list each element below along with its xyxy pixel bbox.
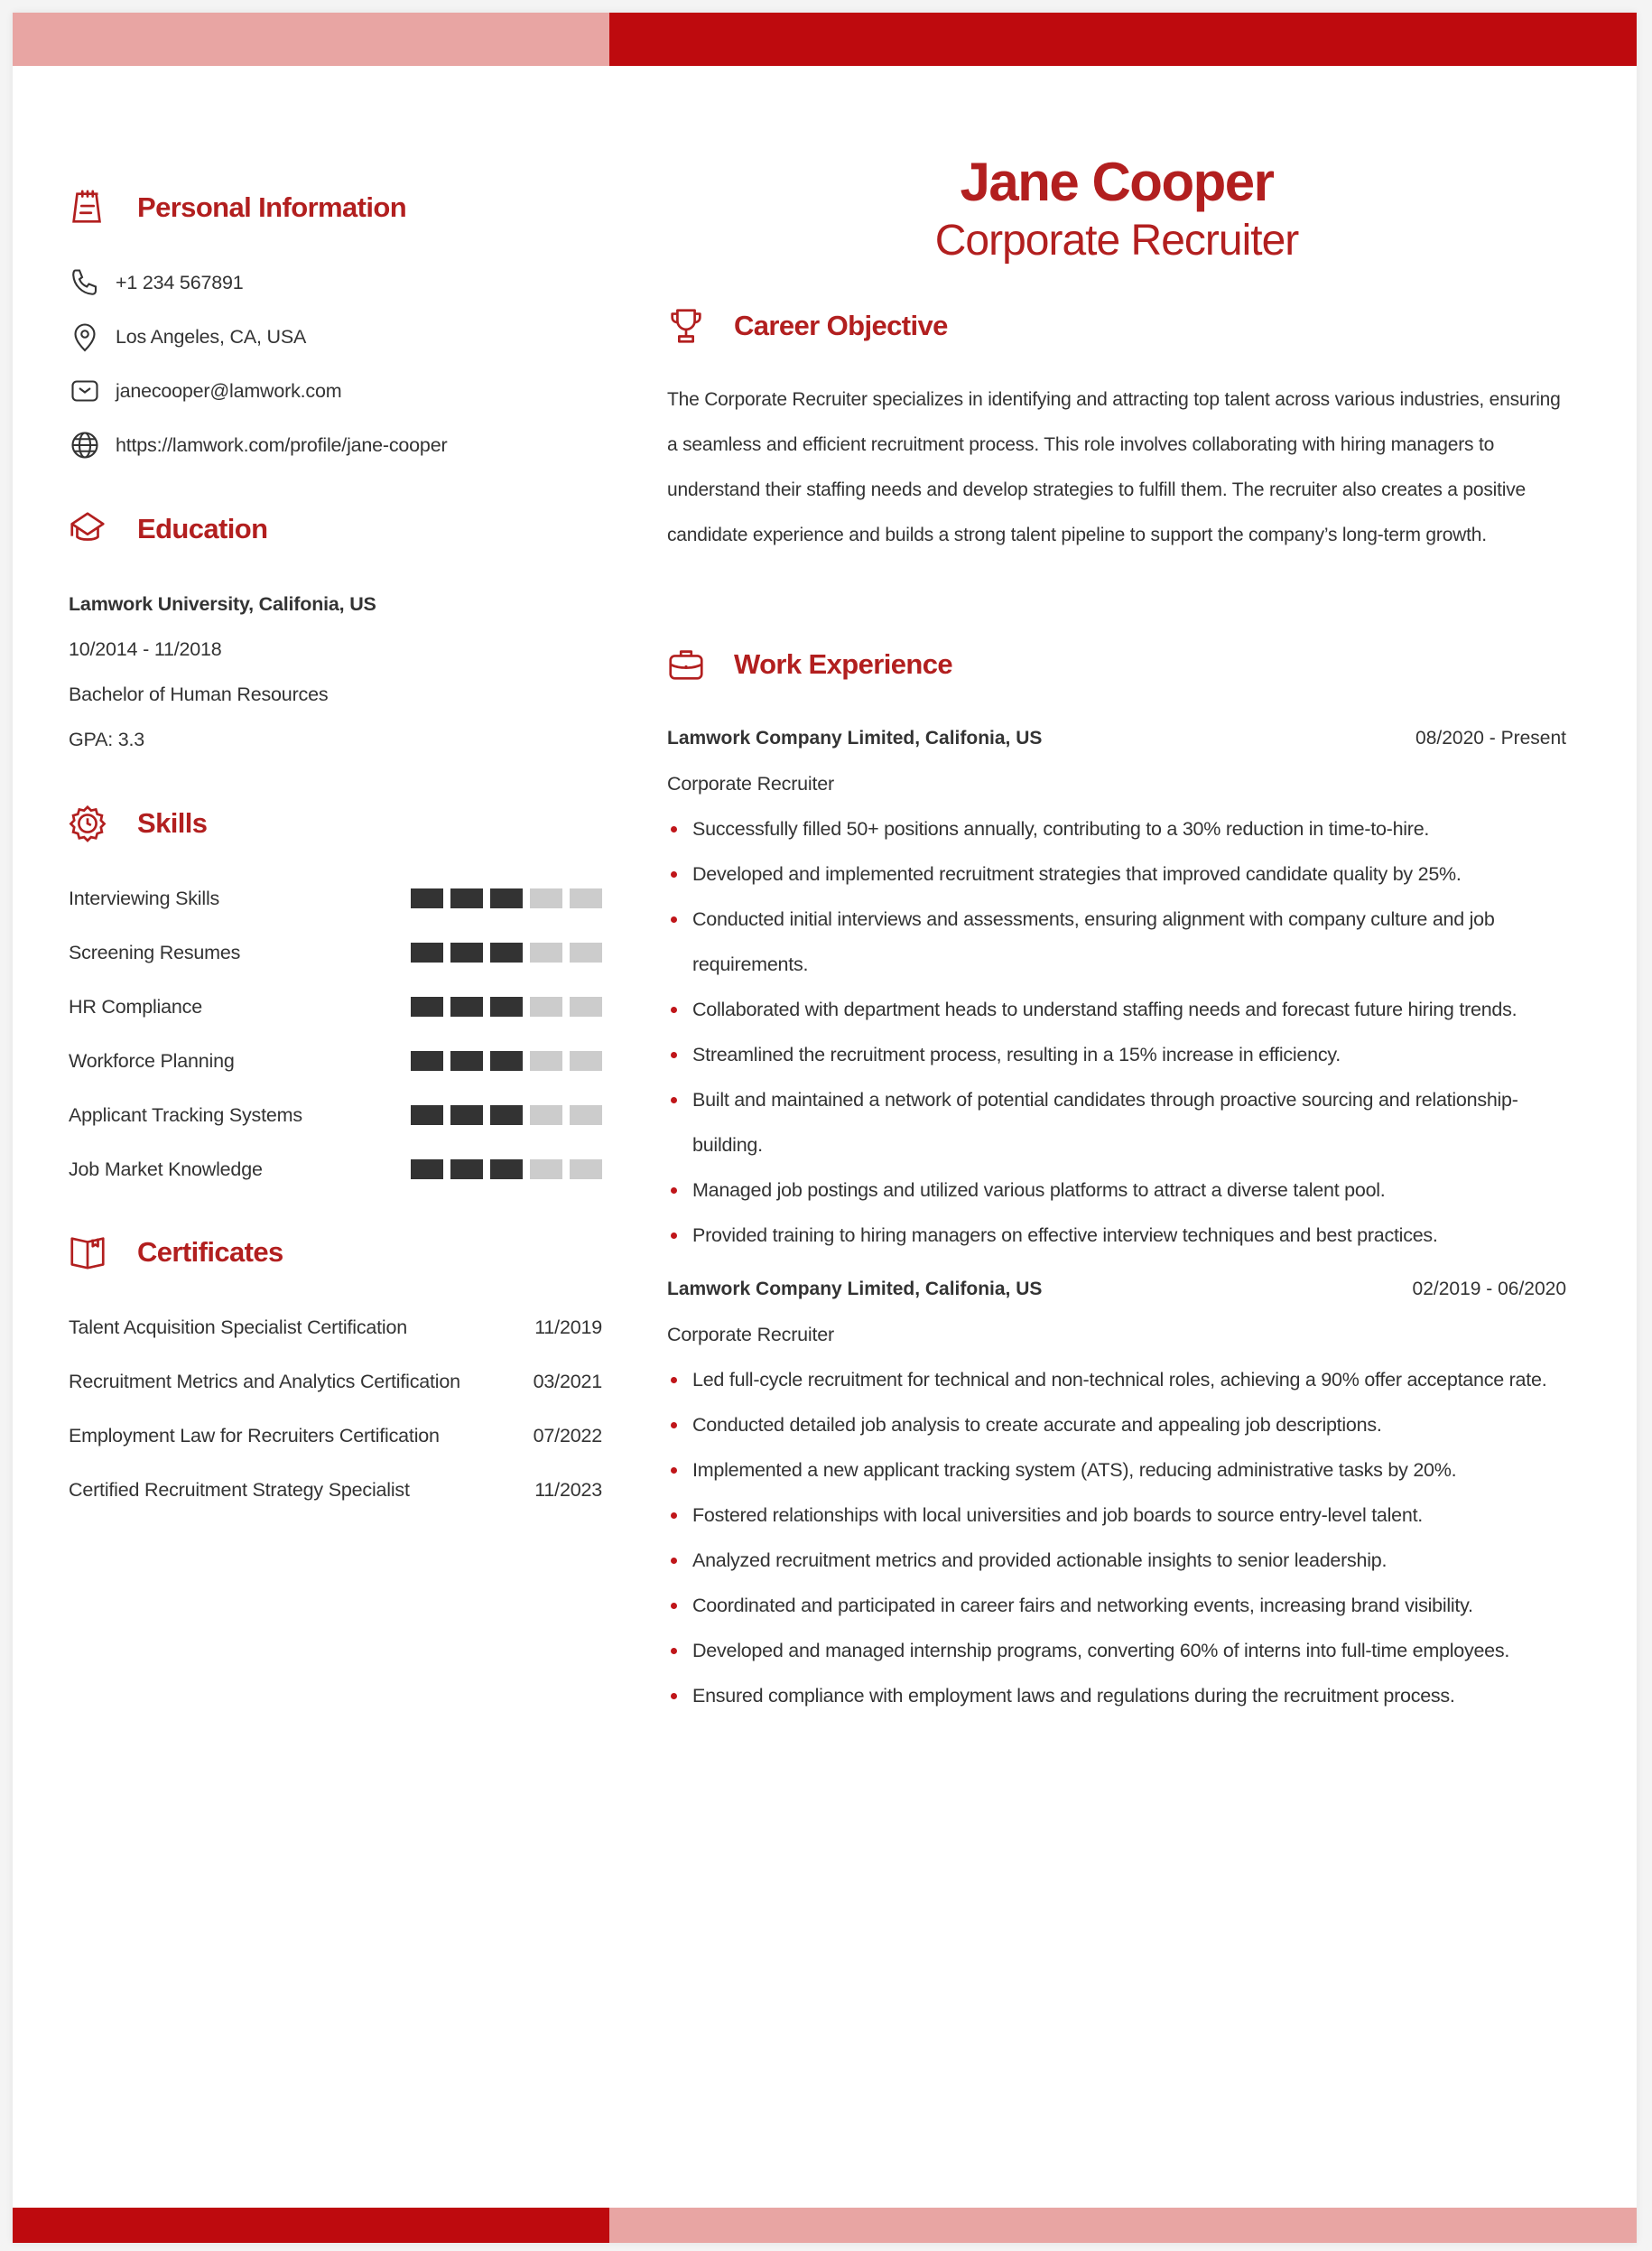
briefcase-icon [665,644,707,685]
school-name: Lamwork University, Califonia, US [69,593,376,615]
section-heading [667,303,1566,349]
skill-level-filled [411,943,443,963]
section-heading [69,185,602,230]
job-dates: 02/2019 - 06/2020 [1412,1279,1566,1299]
website-link[interactable]: https://lamwork.com/profile/jane-cooper [116,433,448,456]
certificate-row [69,1463,602,1517]
skill-level-meter [411,1105,602,1125]
job-bullet: Conducted initial interviews and assessments, ensuring alignment with company culture and job requirements. [667,897,1566,987]
skill-level-empty [530,888,562,908]
work-experience-section [667,642,1566,1718]
section-title: Education [137,513,268,544]
skill-row [69,871,602,926]
skill-level-filled [490,1159,523,1179]
skill-level-empty [530,997,562,1017]
skill-level-filled [411,1051,443,1071]
skill-level-filled [450,943,483,963]
skill-level-meter [411,997,602,1017]
job-bullet: Developed and implemented recruitment strategies that improved candidate quality by 25%. [667,851,1566,897]
job-bullet: Ensured compliance with employment laws and regulations during the recruitment process. [667,1673,1566,1718]
skill-level-meter [411,1159,602,1179]
objective-text: The Corporate Recruiter specializes in identifying and attracting top talent across various industries, ensuring a seamless and efficient recruitment process. This role involves collaborating with hiring managers to understand their staffing needs and develop strategies to fulfill them. The recruiter also creates a positive candidate experience and builds a strong talent pipeline to support the company’s long-term growth. [667,389,1561,545]
job-bullet: Built and maintained a network of potential candidates through proactive sourcing and relationship-building. [667,1077,1566,1167]
skill-level-empty [530,943,562,963]
job-bullet: Managed job postings and utilized various platforms to attract a diverse talent pool. [667,1167,1566,1213]
job-role: Corporate Recruiter [667,1324,834,1345]
certificate-row [69,1409,602,1463]
bottom-bar-light [609,2208,1637,2243]
education-dates: 10/2014 - 11/2018 [69,638,222,660]
email-row [69,364,602,418]
skill-level-filled [490,888,523,908]
candidate-title: Corporate Recruiter [934,217,1299,265]
skill-level-filled [490,1105,523,1125]
calendar-note-icon [67,187,108,228]
globe-icon [69,429,101,461]
certificate-name: Talent Acquisition Specialist Certification [69,1316,408,1338]
skill-level-filled [411,1105,443,1125]
skill-level-empty [570,1159,602,1179]
skill-row [69,1142,602,1196]
skill-row [69,1034,602,1088]
skill-name: Screening Resumes [69,941,241,963]
top-bar-dark [609,13,1637,66]
skill-level-meter [411,888,602,908]
certificate-name: Employment Law for Recruiters Certification [69,1424,440,1446]
section-title: Career Objective [734,310,948,341]
open-book-icon [67,1232,108,1273]
skill-level-meter [411,1051,602,1071]
skill-level-filled [450,1159,483,1179]
skill-level-filled [450,1105,483,1125]
jobs-list [667,716,1566,1718]
location-text: Los Angeles, CA, USA [116,325,307,348]
trophy-icon [665,305,707,347]
personal-info-section [69,185,602,472]
location-pin-icon [69,321,101,353]
job-dates: 08/2020 - Present [1415,728,1566,749]
skill-level-empty [570,943,602,963]
skills-list [69,871,602,1196]
certificates-list [69,1300,602,1517]
location-row [69,310,602,364]
skill-name: Job Market Knowledge [69,1158,263,1180]
job-bullet: Provided training to hiring managers on effective interview techniques and best practices. [667,1213,1566,1258]
certificate-date: 11/2019 [534,1316,602,1338]
section-title: Personal Information [137,191,407,223]
skill-level-empty [570,1051,602,1071]
certificate-date: 07/2022 [533,1424,602,1446]
skill-level-empty [570,1105,602,1125]
skill-name: Interviewing Skills [69,887,220,909]
skill-level-filled [490,997,523,1017]
certificate-date: 03/2021 [533,1370,602,1392]
skill-level-filled [411,997,443,1017]
education-section [69,507,602,762]
company-name: Lamwork Company Limited, Califonia, US [667,1279,1043,1299]
phone-icon [69,266,101,299]
job-bullet: Successfully filled 50+ positions annually, contributing to a 30% reduction in time-to-hire. [667,806,1566,851]
certificate-date: 11/2023 [534,1478,602,1501]
skill-level-meter [411,943,602,963]
skill-level-filled [450,1051,483,1071]
section-title: Certificates [137,1236,283,1268]
gpa: GPA: 3.3 [69,729,145,750]
skill-level-empty [530,1051,562,1071]
certificate-row [69,1354,602,1409]
section-title: Work Experience [734,648,952,680]
certificate-row [69,1300,602,1354]
job-bullets [667,1357,1566,1718]
header [667,150,1566,267]
job-bullet: Collaborated with department heads to understand staffing needs and forecast future hiring trends. [667,987,1566,1032]
section-heading [69,1230,602,1275]
skill-level-filled [411,888,443,908]
job-bullet: Fostered relationships with local universities and job boards to source entry-level talent. [667,1493,1566,1538]
job-bullet: Streamlined the recruitment process, resulting in a 15% increase in efficiency. [667,1032,1566,1077]
email-link[interactable]: janecooper@lamwork.com [116,379,342,402]
bottom-bar-dark [13,2208,609,2243]
job-bullet: Implemented a new applicant tracking system (ATS), reducing administrative tasks by 20%. [667,1447,1566,1493]
section-heading [667,642,1566,687]
job-bullet: Led full-cycle recruitment for technical and non-technical roles, achieving a 90% offer acceptance rate. [667,1357,1566,1402]
job-bullet: Developed and managed internship programs, converting 60% of interns into full-time employees. [667,1628,1566,1673]
job-entry [667,1267,1566,1718]
job-bullet: Coordinated and participated in career fairs and networking events, increasing brand visibility. [667,1583,1566,1628]
job-bullets [667,806,1566,1258]
job-bullet: Conducted detailed job analysis to create accurate and appealing job descriptions. [667,1402,1566,1447]
skills-section [69,801,602,1196]
section-heading [69,507,602,552]
job-entry [667,716,1566,1258]
skill-row [69,926,602,980]
gear-clock-icon [67,803,108,844]
skill-name: HR Compliance [69,995,202,1018]
skill-level-filled [411,1159,443,1179]
website-row [69,418,602,472]
certificate-name: Recruitment Metrics and Analytics Certification [69,1370,460,1392]
graduation-cap-icon [67,508,108,550]
skill-level-filled [490,1051,523,1071]
candidate-name: Jane Cooper [960,152,1274,212]
degree: Bachelor of Human Resources [69,684,329,705]
skill-name: Applicant Tracking Systems [69,1103,302,1126]
section-title: Skills [137,807,208,839]
phone-row [69,256,602,310]
phone-text: +1 234 567891 [116,271,244,293]
skill-name: Workforce Planning [69,1049,235,1072]
skill-row [69,1088,602,1142]
job-bullet: Analyzed recruitment metrics and provided actionable insights to senior leadership. [667,1538,1566,1583]
skill-level-empty [530,1105,562,1125]
job-role: Corporate Recruiter [667,773,834,795]
career-objective-section [667,303,1566,558]
company-name: Lamwork Company Limited, Califonia, US [667,728,1043,749]
certificate-name: Certified Recruitment Strategy Specialist [69,1478,410,1501]
skill-level-filled [490,943,523,963]
mail-icon [69,375,101,407]
section-heading [69,801,602,846]
skill-level-filled [450,997,483,1017]
skill-level-empty [530,1159,562,1179]
skill-level-empty [570,997,602,1017]
skill-level-filled [450,888,483,908]
certificates-section [69,1230,602,1517]
skill-level-empty [570,888,602,908]
skill-row [69,980,602,1034]
top-bar-light [13,13,609,66]
